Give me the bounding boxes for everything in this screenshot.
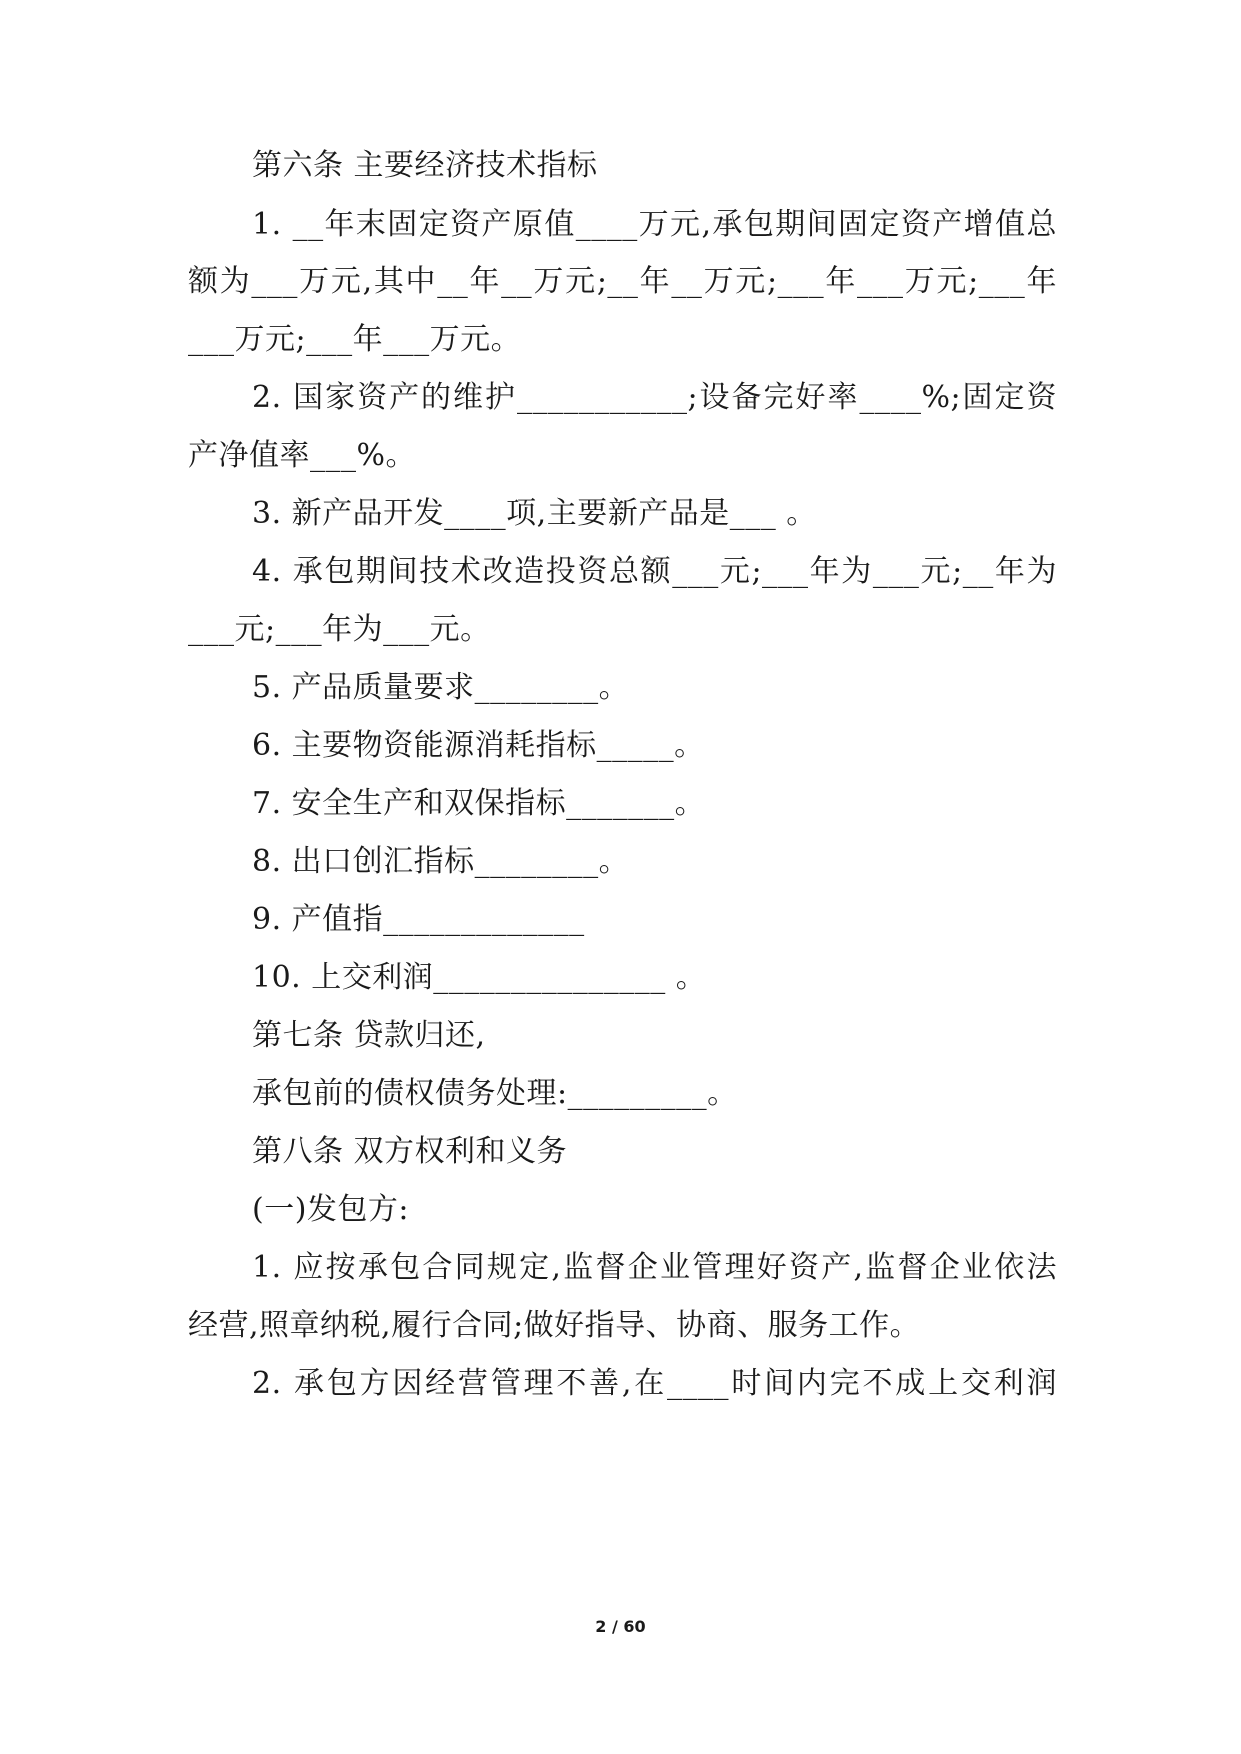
article-8-heading: 第八条 双方权利和义务 [252,1134,568,1169]
paragraph-line: 4. 承包期间技术改造投资总额___元;___年为___元;__年为 [252,554,1057,589]
paragraph-line: 9. 产值指_____________ [252,902,585,937]
paragraph-line: 2. 承包方因经营管理不善,在____时间内完不成上交利润 [252,1366,1057,1401]
page-number: 2 / 60 [595,1617,646,1636]
article-7-heading: 第七条 贷款归还, [252,1018,486,1053]
paragraph-line: 1. 应按承包合同规定,监督企业管理好资产,监督企业依法 [252,1250,1057,1285]
subsection-heading: (一)发包方: [252,1192,410,1227]
paragraph-line: ___元;___年为___元。 [188,612,491,647]
paragraph-line: 经营,照章纳税,履行合同;做好指导、协商、服务工作。 [188,1308,921,1343]
paragraph-line: 1. __年末固定资产原值____万元,承包期间固定资产增值总 [252,207,1057,242]
paragraph-line: ___万元;___年___万元。 [188,322,522,357]
paragraph-line: 2. 国家资产的维护___________;设备完好率____%;固定资 [252,380,1057,415]
paragraph-line: 3. 新产品开发____项,主要新产品是___ 。 [252,496,817,531]
paragraph-line: 承包前的债权债务处理:_________。 [252,1076,738,1111]
article-6-heading: 第六条 主要经济技术指标 [252,148,598,183]
paragraph-line: 7. 安全生产和双保指标_______。 [252,786,706,821]
paragraph-line: 产净值率___%。 [188,438,417,473]
paragraph-line: 10. 上交利润_______________ 。 [252,960,707,995]
paragraph-line: 6. 主要物资能源消耗指标_____。 [252,728,705,763]
paragraph-line: 额为___万元,其中__年__万元;__年__万元;___年___万元;___年 [188,264,1057,299]
paragraph-line: 5. 产品质量要求________。 [252,670,630,705]
paragraph-line: 8. 出口创汇指标________。 [252,844,630,879]
